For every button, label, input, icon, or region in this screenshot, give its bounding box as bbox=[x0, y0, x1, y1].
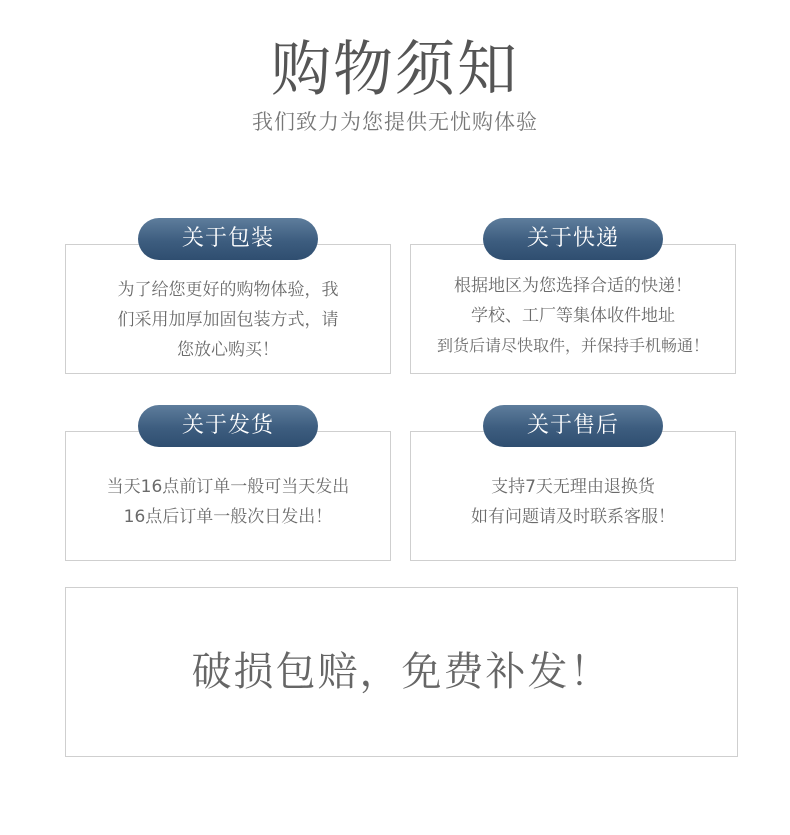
packaging-text bbox=[66, 275, 390, 365]
packaging-card bbox=[65, 226, 391, 374]
shipping-card bbox=[65, 413, 391, 561]
page-title: 购物须知 bbox=[271, 35, 519, 105]
aftersale-line-1: 支持7天无理由退换货 bbox=[491, 477, 655, 497]
aftersale-card bbox=[410, 413, 736, 561]
packaging-line-3: 您放心购买！ bbox=[177, 340, 279, 360]
shipping-line-1: 当天16点前订单一般可当天发出 bbox=[106, 477, 350, 497]
aftersale-badge: 关于售后 bbox=[483, 405, 663, 447]
express-badge: 关于快递 bbox=[483, 218, 663, 260]
guarantee-text: 破损包赔，免费补发！ bbox=[191, 649, 612, 695]
shipping-text bbox=[66, 472, 390, 532]
page-subtitle: 我们致力为您提供无忧购体验 bbox=[252, 110, 538, 134]
aftersale-line-2: 如有问题请及时联系客服！ bbox=[471, 507, 675, 527]
shipping-badge: 关于发货 bbox=[138, 405, 318, 447]
shipping-line-2: 16点后订单一般次日发出！ bbox=[123, 507, 333, 527]
express-line-2: 学校、工厂等集体收件地址 bbox=[471, 306, 675, 326]
packaging-line-1: 为了给您更好的购物体验，我 bbox=[117, 280, 339, 300]
packaging-badge: 关于包装 bbox=[138, 218, 318, 260]
express-card bbox=[410, 226, 736, 374]
guarantee-box bbox=[65, 587, 738, 757]
packaging-line-2: 们采用加厚加固包装方式，请 bbox=[117, 310, 339, 330]
express-line-3: 到货后请尽快取件，并保持手机畅通！ bbox=[436, 336, 709, 355]
aftersale-text bbox=[411, 472, 735, 532]
express-line-1: 根据地区为您选择合适的快递！ bbox=[454, 276, 692, 296]
express-text bbox=[411, 271, 735, 361]
